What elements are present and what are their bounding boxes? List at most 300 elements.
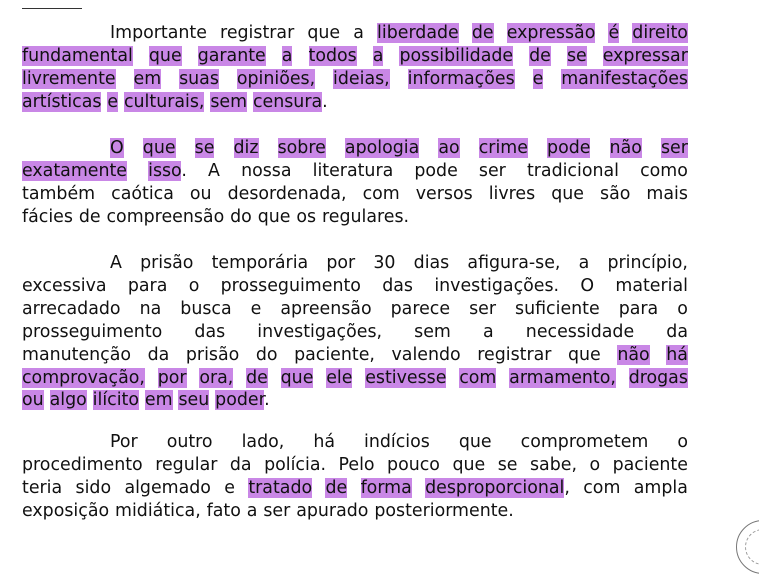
text-fragment: posteriormente. [374,500,514,521]
word [414,321,451,344]
word [198,45,266,68]
text-fragment: da [666,321,688,342]
text-fragment: na [139,298,162,319]
word [22,183,95,206]
word [212,252,309,275]
highlighted-text: que [142,138,176,158]
text-fragment: parece [390,298,451,319]
word [22,389,44,412]
highlighted-text: de [246,367,268,388]
text-fragment: . [322,91,328,112]
text-fragment: prisão [185,344,240,365]
word [333,68,390,91]
text-fragment: midiática, [115,500,201,521]
highlighted-text: há [666,344,688,365]
word [230,454,252,477]
text-fragment: A [110,253,122,273]
word [22,477,62,500]
word [110,252,122,275]
text-fragment: apreensão [280,298,372,319]
text-fragment: necessidade [525,321,635,342]
paragraph-line [22,298,688,321]
word [489,183,535,206]
highlighted-text: apologia [344,138,420,158]
word [128,275,168,298]
highlighted-text: armamento, [509,367,616,388]
highlighted-text: poder [215,390,265,411]
word [215,389,270,412]
paragraph-line [110,22,688,45]
word [677,431,688,454]
word [408,68,515,91]
highlighted-text: direito [632,23,688,43]
highlighted-text: informações [407,68,515,89]
text-fragment: regulares. [322,206,410,227]
text-fragment: que [257,206,291,227]
text-fragment: . [264,390,270,411]
highlighted-text: de [529,45,551,66]
word [22,275,107,298]
word [361,477,412,500]
paragraph-line [22,500,688,523]
text-fragment: livres [488,183,536,204]
word [425,477,570,500]
word [22,91,101,114]
word [22,367,145,390]
text-fragment: polícia. [264,454,326,475]
text-fragment: da [147,344,170,365]
highlighted-text: ele [326,367,353,388]
text-fragment: que [458,432,492,452]
word [278,137,326,160]
word [600,183,630,206]
word [221,275,361,298]
word [107,206,225,229]
text-fragment: como [640,160,688,181]
text-fragment: suficiente [515,298,600,319]
highlighted-text: sobre [277,138,326,158]
word [467,252,560,275]
cut-off-text-fragment [22,0,82,9]
word [459,367,496,390]
highlighted-text: pode [547,138,591,158]
text-fragment: há [313,432,335,452]
word [589,454,600,477]
word [377,22,459,45]
text-fragment: do [230,206,252,227]
word [364,431,430,454]
word [22,500,109,523]
paragraph-line [110,431,688,454]
word [264,454,326,477]
highlighted-text: em [133,68,162,89]
text-fragment: tradicional [526,160,619,181]
text-fragment: mais [646,183,688,204]
text-fragment: ser [469,298,496,319]
seal-stamp [736,520,759,574]
word [477,344,551,367]
text-fragment: e [250,298,262,319]
text-fragment: . [181,160,187,181]
word [325,477,347,500]
word [115,500,201,523]
paragraph-line [110,252,688,275]
word [479,160,506,183]
word [253,91,328,114]
word [148,344,170,367]
text-fragment: o [188,275,200,296]
word [76,477,112,500]
paragraph-line [22,321,688,344]
word [93,389,139,412]
highlighted-text: manifestações [561,68,688,89]
word [561,68,688,91]
text-fragment: Pelo [338,454,375,475]
highlighted-text: opiniões, [236,68,316,89]
text-fragment: das [382,275,413,296]
word [313,431,335,454]
word [263,500,290,523]
word [434,275,559,298]
word [140,298,162,321]
word [145,389,173,412]
word [345,137,419,160]
text-fragment: e [224,477,235,498]
text-fragment: prosseguimento [220,275,361,296]
text-fragment: Por [110,432,138,452]
word [339,454,375,477]
word [526,321,634,344]
word [124,477,211,500]
text-fragment: investigações. [434,275,560,296]
text-fragment: registrar [477,344,552,365]
highlighted-text: desproporcional [425,477,565,498]
word [603,45,688,68]
word [373,45,384,68]
word [617,344,649,367]
word [294,344,375,367]
word [148,160,187,183]
text-fragment: afigura-se, [467,253,561,273]
highlighted-text: garante [197,45,266,66]
word [567,45,587,68]
paragraph-line [22,275,688,298]
highlighted-text: O [110,138,124,158]
word [167,431,213,454]
word [195,137,215,160]
paragraph-line [22,68,688,91]
word [158,367,187,390]
word [155,454,217,477]
highlighted-text: crime [478,138,528,158]
word [230,206,252,229]
word [515,298,600,321]
text-fragment: prosseguimento [22,321,163,342]
text-fragment: literatura [312,160,394,181]
word [365,367,446,390]
highlighted-text: em [144,390,173,411]
highlighted-text: de [325,477,348,498]
paragraph-line [22,45,688,68]
highlighted-text: algo [49,390,87,411]
word [189,275,200,298]
word [326,252,355,275]
word [607,252,687,275]
text-fragment: indícios [364,432,430,452]
text-fragment: manutenção [22,344,132,365]
word [282,45,293,68]
text-fragment: registrar [220,23,295,43]
word [208,160,220,183]
word [615,275,688,298]
text-fragment: que [452,454,486,475]
word [666,321,688,344]
word [186,344,239,367]
highlighted-text: que [148,45,182,66]
text-fragment: arrecadado [22,298,121,319]
word [281,367,314,390]
text-fragment: prisão [140,253,194,273]
word [309,45,357,68]
highlighted-text: livremente [22,68,116,89]
text-fragment: temporária [211,253,309,273]
word [529,45,551,68]
word [613,454,688,477]
paragraph-line [22,91,688,114]
word [199,367,233,390]
word [438,137,459,160]
text-fragment: outro [166,432,213,452]
word [22,454,143,477]
highlighted-text: tratado [248,477,313,498]
text-fragment: por [326,253,356,273]
text-fragment: a [353,23,364,43]
word [530,454,577,477]
word [210,91,247,114]
highlighted-text: com [459,367,497,388]
highlighted-text: que [280,367,314,388]
text-fragment: ou [189,183,212,204]
highlighted-text: ser [660,138,688,158]
word [391,298,450,321]
word [307,22,340,45]
word [498,454,518,477]
highlighted-text: artísticas [22,91,102,112]
highlighted-text: ora, [199,367,234,388]
word [22,160,127,183]
word [124,91,204,114]
word [677,298,688,321]
text-fragment: a [246,500,258,521]
word [632,22,688,45]
word [579,252,590,275]
word [387,454,440,477]
text-fragment: ser [263,500,291,521]
highlighted-text: culturais, [123,91,205,112]
highlighted-text: ou [22,390,44,411]
highlighted-text: ideias, [333,68,390,89]
text-fragment: para [618,298,659,319]
highlighted-text: drogas [628,367,688,388]
text-fragment: apurado [296,500,369,521]
text-fragment: algemado [124,477,211,498]
text-fragment: pouco [387,454,440,475]
word [414,160,457,183]
word [547,137,590,160]
text-fragment: fácies [22,206,73,227]
paragraph-line [22,477,688,500]
word [583,477,620,500]
word [452,454,485,477]
highlighted-text: fundamental [22,45,133,66]
word [143,137,176,160]
word [326,367,352,390]
paragraph-line [110,137,688,160]
highlighted-text: não [609,138,642,158]
word [374,500,513,523]
word [322,206,409,229]
text-fragment: a [578,253,590,273]
text-fragment: paciente, [294,344,375,365]
word [479,137,528,160]
word [256,344,278,367]
word [392,344,461,367]
word [296,500,368,523]
word [414,252,450,275]
highlighted-text: comprovação, [22,367,145,388]
highlighted-text: de [471,23,494,43]
word [22,321,162,344]
text-fragment: material [615,275,688,296]
word [247,500,258,523]
highlighted-text: expressar [602,45,688,66]
word [646,183,688,206]
text-fragment: busca [180,298,232,319]
text-fragment: também [22,183,96,204]
word [373,252,395,275]
text-fragment: a [483,321,494,342]
word [207,500,241,523]
word [313,160,394,183]
word [179,68,219,91]
word [228,183,347,206]
paragraph-line [22,367,688,390]
text-fragment: das [194,321,226,342]
text-fragment: que [307,23,341,43]
highlighted-text: suas [179,68,219,89]
word [568,344,601,367]
word [509,367,616,390]
text-fragment: comprometem [520,432,649,452]
text-fragment: se [497,454,518,475]
highlighted-text: não [617,344,650,365]
word [22,344,131,367]
highlighted-text: e [532,68,544,89]
word [111,183,174,206]
highlighted-text: ilícito [92,390,140,411]
highlighted-text: expressão [506,23,596,43]
text-fragment: dias [413,253,450,273]
word [634,477,688,500]
highlighted-text: isso [148,160,182,181]
word [190,183,212,206]
word [363,183,400,206]
word [296,206,316,229]
highlighted-text: a [372,45,384,66]
highlighted-text: exatamente [22,160,127,181]
word [280,298,371,321]
word [469,298,496,321]
word [629,367,688,390]
text-fragment: procedimento [22,454,143,475]
word [608,22,619,45]
text-fragment: são [600,183,631,204]
text-fragment: fato [206,500,241,521]
text-fragment: com [362,183,400,204]
word [237,68,315,91]
text-fragment: 30 [373,253,396,273]
paragraph-line [22,183,688,206]
word [507,22,596,45]
word [551,183,584,206]
highlighted-text: se [194,138,215,158]
highlighted-text: possibilidade [399,45,514,66]
word [353,22,364,45]
word [459,431,492,454]
text-fragment: regular [155,454,218,475]
text-fragment: que [551,183,584,204]
text-fragment: O [580,275,595,296]
paragraph-line [22,206,688,229]
text-fragment: de [78,206,101,227]
word [533,68,544,91]
highlighted-text: sem [210,91,248,112]
highlighted-text: censura [252,91,323,112]
word [22,298,121,321]
text-fragment: o [677,298,688,319]
text-fragment: da [229,454,252,475]
word [110,22,207,45]
word [194,321,225,344]
text-fragment: Importante [110,23,207,43]
text-fragment: sido [75,477,112,498]
text-fragment: do [255,344,278,365]
highlighted-text: e [107,91,119,112]
text-fragment: os [296,206,317,227]
word [180,298,231,321]
text-fragment: caótica [111,183,174,204]
paragraph-line [22,454,688,477]
highlighted-text: estivesse [365,367,447,388]
text-fragment: com [583,477,621,498]
word [22,45,133,68]
highlighted-text: forma [360,477,412,498]
word [258,206,291,229]
text-fragment: desordenada, [227,183,347,204]
word [220,22,294,45]
text-fragment: compreensão [106,206,225,227]
highlighted-text: é [608,23,620,43]
text-fragment: pode [414,160,458,181]
text-fragment: A [208,160,220,181]
highlighted-text: liberdade [377,23,459,43]
highlighted-text: a [281,45,293,66]
word [234,137,259,160]
word [22,68,116,91]
highlighted-text: ao [438,138,460,158]
word [140,252,193,275]
text-fragment: excessiva [22,275,107,296]
